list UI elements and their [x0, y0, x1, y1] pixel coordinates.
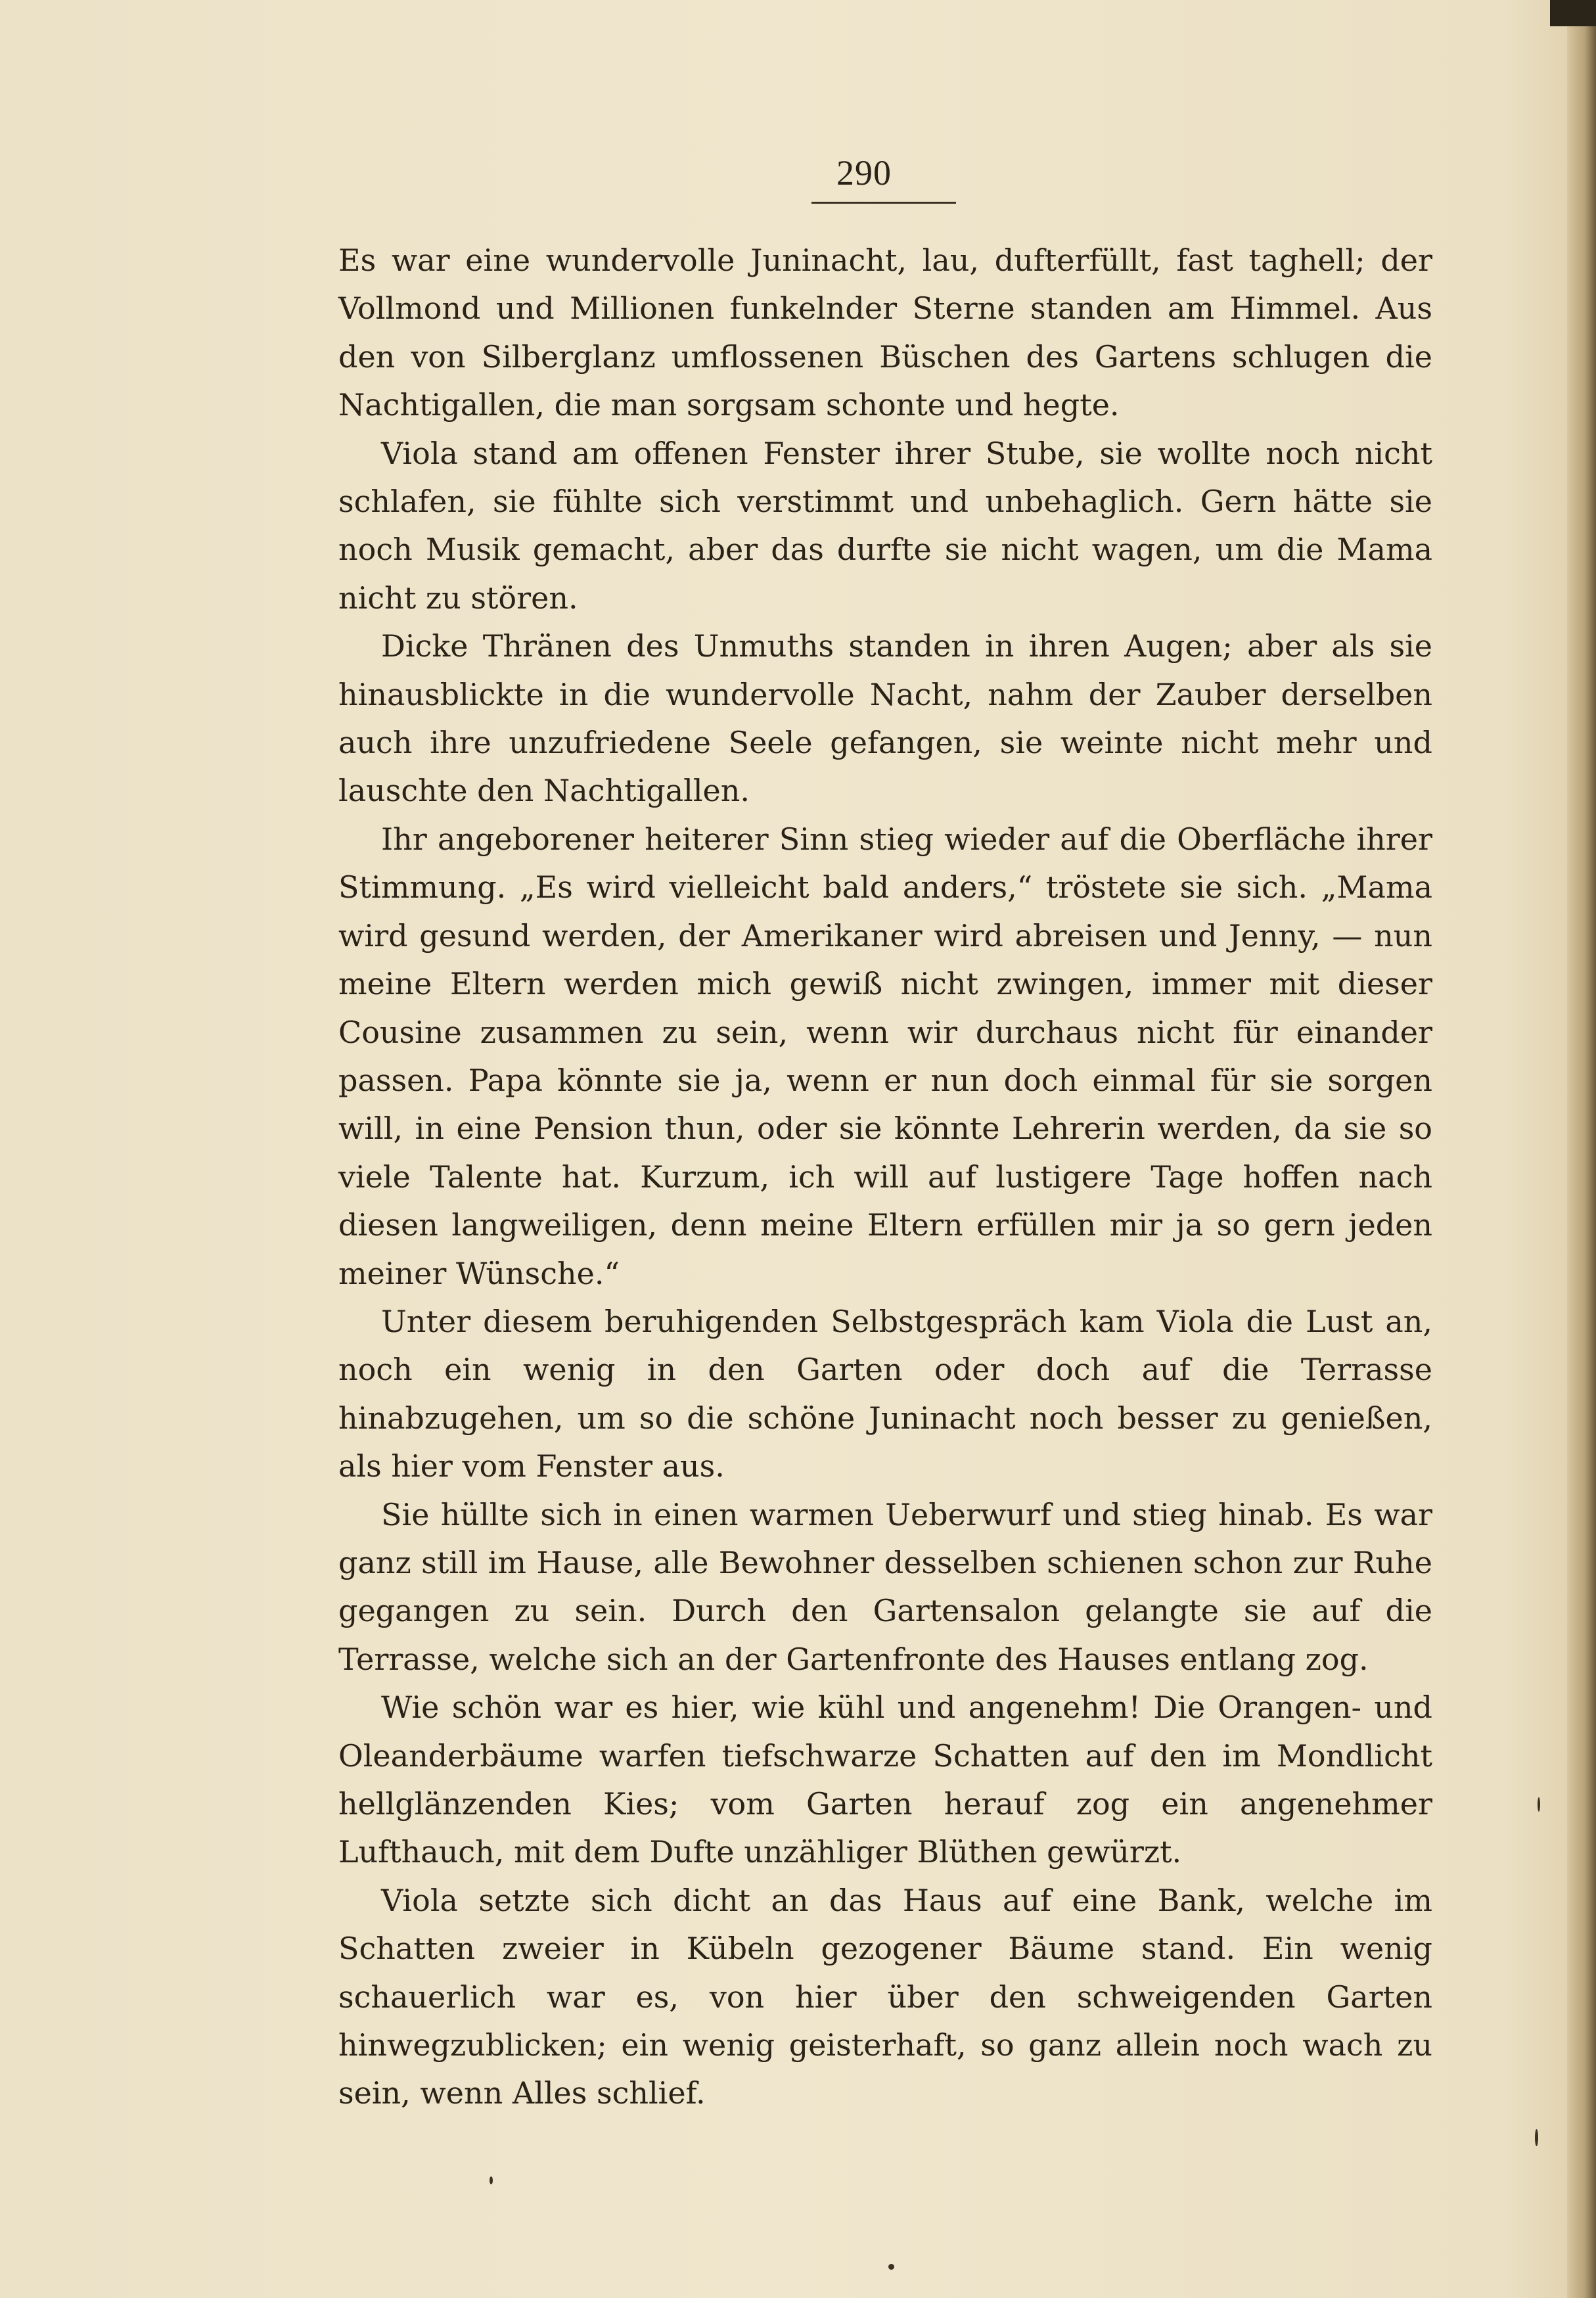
ink-speck — [1535, 2129, 1538, 2146]
paragraph-5: Unter diesem beruhigenden Selbstgespräch kam Viola die Lust an, noch ein wenig in den Garten oder doch auf die Terrasse hinabzugehen, um so die schöne Juninacht noch besser zu genießen, als hier vom Fenster aus. — [338, 1303, 1432, 1484]
paragraph-2: Viola stand am offenen Fenster ihrer Stube, sie wollte noch nicht schlafen, sie fühlte sich verstimmt und unbehaglich. Gern hätte sie noch Musik gemacht, aber das durfte sie nicht wagen, um die Mama nicht zu stören. — [338, 435, 1432, 616]
paragraph-8: Viola setzte sich dicht an das Haus auf eine Bank, welche im Schatten zweier in Kübeln gezogener Bäume stand. Ein wenig schauerlich war es, von hier über den schweigenden Garten hinwegzublicken; ein wenig geisterhaft, so ganz allein noch wach zu sein, wenn Alles schlief. — [338, 1882, 1432, 2111]
page-number: 290 — [836, 153, 892, 193]
paragraph-6: Sie hüllte sich in einen warmen Ueberwurf und stieg hinab. Es war ganz still im Hause, alle Bewohner desselben schienen schon zur Ruhe gegangen zu sein. Durch den Gartensalon gelangte sie auf die Terrasse, welche sich an der Gartenfronte des Hauses entlang zog. — [338, 1496, 1432, 1677]
paragraph-3: Dicke Thränen des Unmuths standen in ihren Augen; aber als sie hinausblickte in die wundervolle Nacht, nahm der Zauber derselben auch ihre unzufriedene Seele gefangen, sie weinte nicht mehr und lauschte den Nachtigallen. — [338, 628, 1432, 809]
ink-speck — [1538, 1797, 1540, 1812]
ink-speck — [490, 2176, 493, 2184]
page-edge — [1567, 0, 1596, 2298]
header-rule — [811, 202, 956, 204]
text-body — [338, 237, 1432, 2118]
paragraph-1: Es war eine wundervolle Juninacht, lau, dufterfüllt, fast taghell; der Vollmond und Millionen funkelnder Sterne standen am Himmel. Aus den von Silberglanz umflossenen Büschen des Gartens schlugen die Nachtigallen, die man sorgsam schonte und hegte. — [338, 242, 1432, 423]
scan-corner — [1550, 0, 1596, 26]
paragraph-7: Wie schön war es hier, wie kühl und angenehm! Die Orangen- und Oleanderbäume warfen tiefschwarze Schatten auf den im Mondlicht hellglänzenden Kies; vom Garten herauf zog ein angenehmer Lufthauch, mit dem Dufte unzähliger Blüthen gewürzt. — [338, 1689, 1432, 1870]
paragraph-4: Ihr angeborener heiterer Sinn stieg wieder auf die Oberfläche ihrer Stimmung. „Es wird vielleicht bald anders,“ tröstete sie sich. „Mama wird gesund werden, der Amerikaner wird abreisen und Jenny, — nun meine Eltern werden mich gewiß nicht zwingen, immer mit dieser Cousine zusammen zu sein, wenn wir durchaus nicht für einander passen. Papa könnte sie ja, wenn er nun doch einmal für sie sorgen will, in eine Pension thun, oder sie könnte Lehrerin werden, da sie so viele Talente hat. Kurzum, ich will auf lustigere Tage hoffen nach diesen langweiligen, denn meine Eltern erfüllen mir ja so gern jeden meiner Wünsche.“ — [338, 821, 1432, 1291]
ink-speck — [888, 2264, 894, 2270]
